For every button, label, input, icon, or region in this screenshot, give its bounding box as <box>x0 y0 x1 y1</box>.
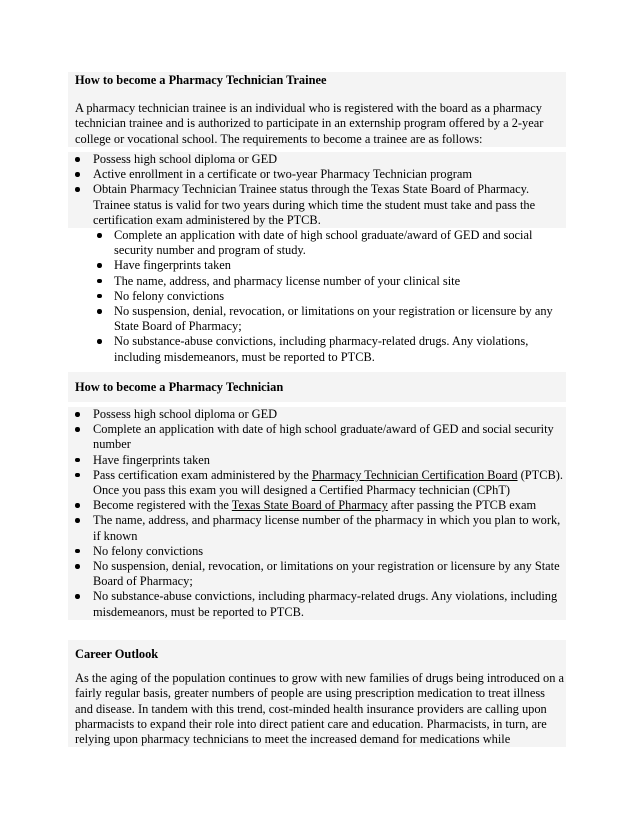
list-item: No substance-abuse convictions, including pharmacy-related drugs. Any violations, including misdemeanors, must be reported to PTCB. <box>68 589 566 619</box>
trainee-requirements <box>68 152 566 365</box>
trainee-intro: A pharmacy technician trainee is an individual who is registered with the board as a pharmacy technician trainee and is authorized to participate in an externship program offered by a 2-year college or vocational school. The requirements to become a trainee are as follows: <box>75 101 544 146</box>
texas-board-link[interactable]: Texas State Board of Pharmacy <box>231 498 388 513</box>
sub-list-item: The name, address, and pharmacy license number of your clinical site <box>68 274 566 289</box>
technician-requirements <box>68 407 566 620</box>
item-text: (PTCB). Once you pass this exam you will designed a Certified Pharmacy technician (CPhT) <box>93 467 563 498</box>
ptcb-link[interactable]: Pharmacy Technician Certification Board <box>311 467 518 482</box>
list-item: No felony convictions <box>68 544 566 559</box>
list-item <box>68 468 566 498</box>
list-item <box>68 498 566 513</box>
list-item: Have fingerprints taken <box>68 453 566 468</box>
sub-list-item: No suspension, denial, revocation, or limitations on your registration or licensure by any State Board of Pharmacy; <box>68 304 566 334</box>
technician-heading: How to become a Pharmacy Technician <box>75 380 284 394</box>
list-item: The name, address, and pharmacy license number of the pharmacy in which you plan to work, if known <box>68 513 566 543</box>
item-text: Pass certification exam administered by the <box>93 467 312 482</box>
technician-heading-block <box>68 372 566 402</box>
outlook-section <box>68 640 566 747</box>
outlook-text: As the aging of the population continues to grow with new families of drugs being introduced on a fairly regular basis, greater numbers of people are using prescription medication to treat illness and disease. In tandem with this trend, cost-minded health insurance providers are calling upon pharmacists to expand their role into direct patient care and education. Pharmacists, in turn, are relying upon pharmacy technicians to meet the increased demand for medications while <box>75 671 564 747</box>
trainee-heading: How to become a Pharmacy Technician Trainee <box>75 73 327 87</box>
trainee-list <box>68 152 566 228</box>
item-text: after passing the PTCB exam <box>387 498 537 513</box>
technician-list <box>68 407 566 620</box>
list-item: Obtain Pharmacy Technician Trainee status through the Texas State Board of Pharmacy. Trainee status is valid for two years during which time the student must take and pass the certification exam administered by the PTCB. <box>68 182 566 228</box>
sub-list-item: No felony convictions <box>68 289 566 304</box>
sub-list-item: Complete an application with date of high school graduate/award of GED and social security number and program of study. <box>68 228 566 258</box>
list-item: Active enrollment in a certificate or two-year Pharmacy Technician program <box>68 167 566 182</box>
item-text: Become registered with the <box>93 498 232 513</box>
sub-list-item: No substance-abuse convictions, including pharmacy-related drugs. Any violations, including misdemeanors, must be reported to PTCB. <box>68 334 566 364</box>
trainee-section <box>68 72 566 147</box>
list-item: Complete an application with date of high school graduate/award of GED and social security number <box>68 422 566 452</box>
trainee-sub-list <box>68 228 566 365</box>
list-item: No suspension, denial, revocation, or limitations on your registration or licensure by any State Board of Pharmacy; <box>68 559 566 589</box>
outlook-heading: Career Outlook <box>75 647 159 661</box>
list-item: Possess high school diploma or GED <box>68 152 566 167</box>
list-item: Possess high school diploma or GED <box>68 407 566 422</box>
sub-list-item: Have fingerprints taken <box>68 258 566 273</box>
